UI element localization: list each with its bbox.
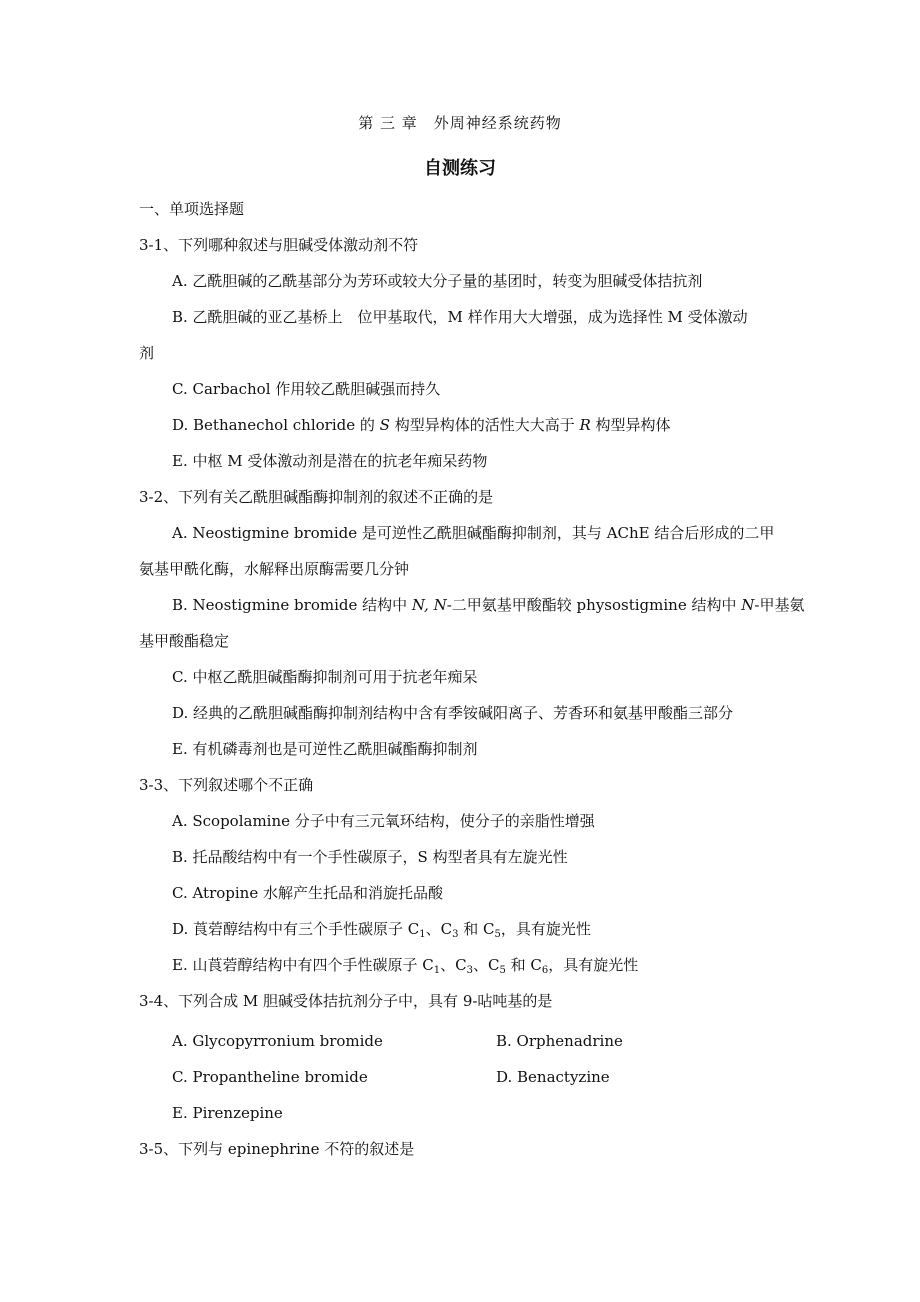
- chapter-heading: 第 三 章 外周神经系统药物: [358, 114, 562, 132]
- section-heading: 一、单项选择题: [139, 200, 245, 218]
- question-3-3-option-b: B. 托品酸结构中有一个手性碳原子，S 构型者具有左旋光性: [172, 848, 568, 866]
- question-3-3-option-a: A. Scopolamine 分子中有三元氧环结构，使分子的亲脂性增强: [172, 812, 595, 830]
- question-3-4-option-e: E. Pirenzepine: [172, 1104, 283, 1122]
- question-3-3-option-e: E. 山莨菪醇结构中有四个手性碳原子 $C_1$、$C_3$、$C_5$ 和 $C_6$，具有旋光性: [172, 956, 639, 976]
- question-3-2-stem: 3-2、下列有关乙酰胆碱酯酶抑制剂的叙述不正确的是: [139, 488, 494, 506]
- question-3-4-option-b: B. Orphenadrine: [496, 1032, 623, 1050]
- question-3-2-option-c: C. 中枢乙酰胆碱酯酶抑制剂可用于抗老年痴呆: [172, 668, 478, 686]
- question-3-2-option-a: A. Neostigmine bromide 是可逆性乙酰胆碱酯酶抑制剂，其与 AChE 结合后形成的二甲: [172, 524, 775, 542]
- question-3-2-option-b-continued: 基甲酸酯稳定: [139, 632, 230, 650]
- page-title: 自测练习: [424, 158, 496, 179]
- question-3-3-option-d: D. 莨菪醇结构中有三个手性碳原子 $C_1$、$C_3$ 和 $C_5$，具有旋光性: [172, 920, 591, 940]
- question-3-2-option-d: D. 经典的乙酰胆碱酯酶抑制剂结构中含有季铵碱阳离子、芳香环和氨基甲酸酯三部分: [172, 704, 734, 722]
- question-3-1-option-b: B. 乙酰胆碱的亚乙基桥上 位甲基取代，M 样作用大大增强，成为选择性 M 受体激动: [172, 308, 748, 326]
- question-3-2-option-e: E. 有机磷毒剂也是可逆性乙酰胆碱酯酶抑制剂: [172, 740, 478, 758]
- question-3-4-option-a: A. Glycopyrronium bromide: [172, 1032, 383, 1050]
- question-3-1-option-a: A. 乙酰胆碱的乙酰基部分为芳环或较大分子量的基团时，转变为胆碱受体拮抗剂: [172, 272, 703, 290]
- question-3-5-stem: 3-5、下列与 epinephrine 不符的叙述是: [139, 1140, 415, 1158]
- question-3-1-option-e: E. 中枢 M 受体激动剂是潜在的抗老年痴呆药物: [172, 452, 488, 470]
- question-3-3-option-c: C. Atropine 水解产生托品和消旋托品酸: [172, 884, 443, 902]
- question-3-3-stem: 3-3、下列叙述哪个不正确: [139, 776, 314, 794]
- question-3-1-stem: 3-1、下列哪种叙述与胆碱受体激动剂不符: [139, 236, 419, 254]
- question-3-1-option-c: C. Carbachol 作用较乙酰胆碱强而持久: [172, 380, 441, 398]
- question-3-2-option-b: B. Neostigmine bromide 结构中 N, N-二甲氨基甲酸酯较 physostigmine 结构中 N-甲基氨: [172, 596, 805, 614]
- question-3-4-stem: 3-4、下列合成 M 胆碱受体拮抗剂分子中，具有 9-呫吨基的是: [139, 992, 553, 1010]
- question-3-4-option-d: D. Benactyzine: [496, 1068, 610, 1086]
- question-3-4-option-c: C. Propantheline bromide: [172, 1068, 368, 1086]
- question-3-2-option-a-continued: 氨基甲酰化酶，水解释出原酶需要几分钟: [139, 560, 410, 578]
- question-3-1-option-b-continued: 剂: [139, 344, 155, 362]
- question-3-1-option-d: D. Bethanechol chloride 的 S 构型异构体的活性大大高于 R 构型异构体: [172, 416, 671, 434]
